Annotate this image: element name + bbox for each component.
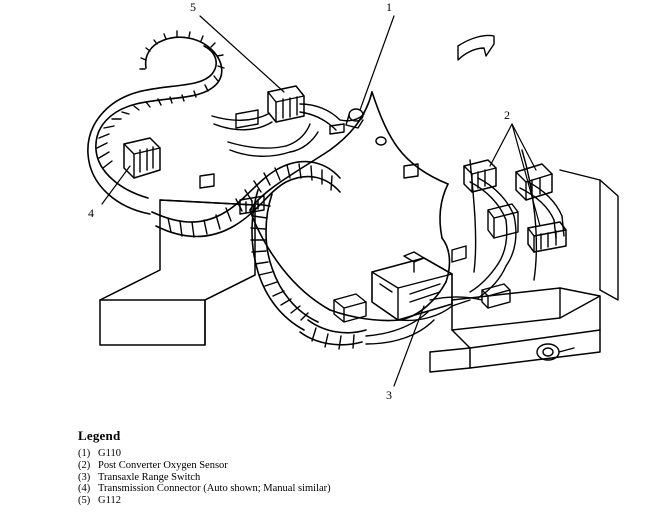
- callout-3: 3: [386, 388, 392, 402]
- legend-title: Legend: [78, 428, 121, 443]
- legend-item-number: (3): [78, 471, 91, 483]
- connector-o2-lower: [528, 222, 566, 252]
- legend: [78, 428, 498, 507]
- callout-4: 4: [88, 206, 94, 220]
- legend-item-5: [78, 495, 498, 507]
- callout-5: 5: [190, 0, 196, 14]
- legend-item-3: [78, 472, 498, 484]
- harness-wires-upper: [212, 104, 364, 156]
- legend-item-text: Transaxle Range Switch: [98, 471, 201, 483]
- frame-rail: [430, 288, 600, 372]
- callout-2: 2: [504, 108, 510, 122]
- harness-wires-right: [470, 178, 564, 298]
- grommet-circle: [537, 344, 574, 360]
- connector-o2-body-mid: [488, 204, 518, 238]
- legend-item-text: G110: [98, 448, 121, 459]
- legend-item-number: (2): [78, 459, 91, 471]
- ground-stud-g110: [330, 109, 418, 178]
- legend-list: [78, 448, 498, 507]
- legend-item-number: (4): [78, 483, 91, 495]
- callout-1: 1: [386, 0, 392, 14]
- legend-item-text: G112: [98, 495, 121, 507]
- legend-item-text: Transmission Connector (Auto shown; Manual similar): [98, 483, 331, 495]
- legend-item-4: [78, 483, 498, 495]
- legend-item-number: (1): [78, 448, 91, 459]
- connector-inline-left: [200, 110, 264, 214]
- legend-item-number: (5): [78, 495, 91, 507]
- direction-arrow: [458, 35, 494, 60]
- connector-g112: [268, 86, 304, 122]
- harness-conduit-bottom: [300, 320, 366, 349]
- engine-body-outline: [100, 200, 255, 345]
- transaxle-range-switch: [372, 252, 452, 320]
- legend-item-1: [78, 448, 498, 460]
- legend-item-text: Post Converter Oxygen Sensor: [98, 459, 228, 471]
- legend-item-2: [78, 460, 498, 472]
- harness-conduit-upper: [88, 31, 224, 214]
- connector-transmission: [124, 138, 160, 178]
- connector-switch-harness: [334, 294, 366, 322]
